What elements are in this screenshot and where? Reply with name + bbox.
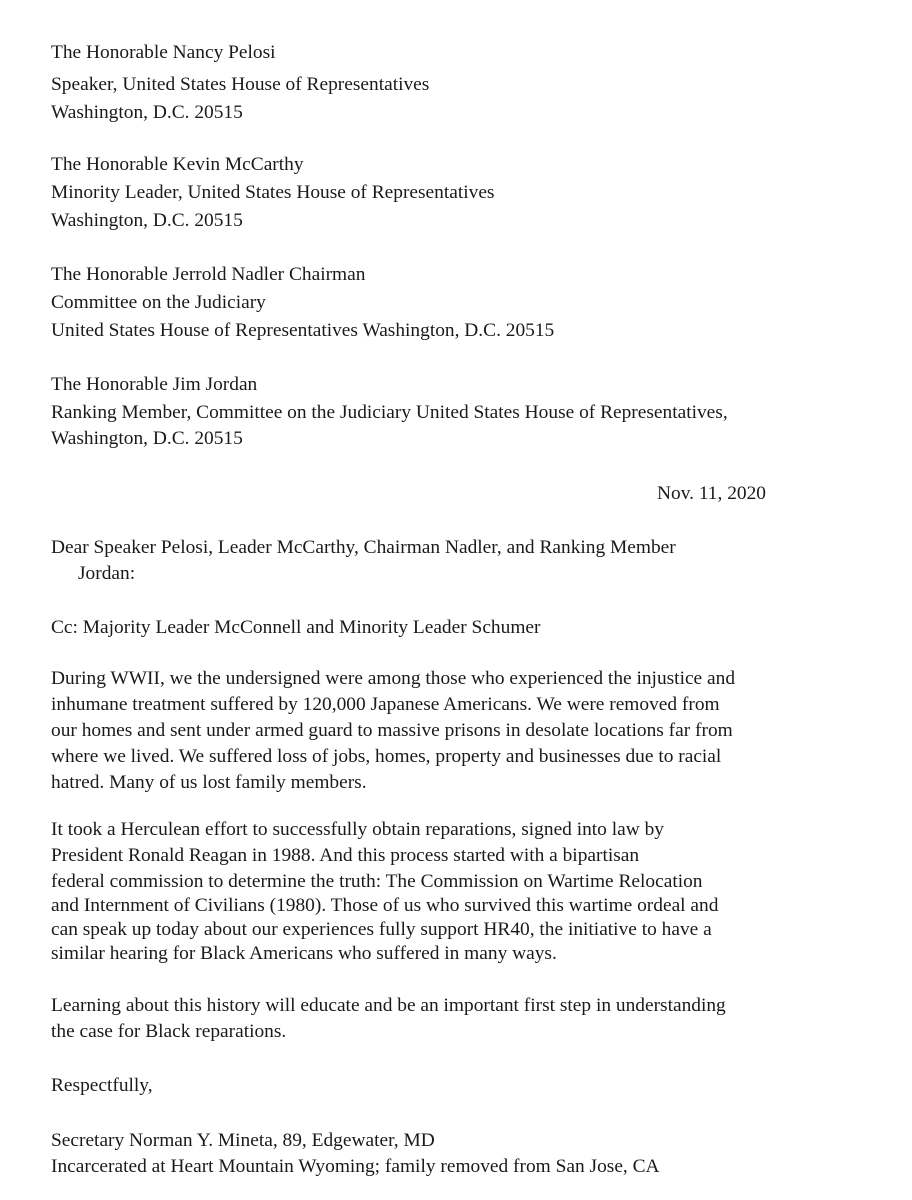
signature-line-1: Secretary Norman Y. Mineta, 89, Edgewater, MD (51, 1130, 435, 1151)
paragraph-1-line: inhumane treatment suffered by 120,000 Japanese Americans. We were removed from (51, 694, 720, 715)
paragraph-1-line: hatred. Many of us lost family members. (51, 772, 367, 793)
paragraph-1-line: During WWII, we the undersigned were among those who experienced the injustice and (51, 668, 736, 689)
addressee-4-address: Washington, D.C. 20515 (51, 428, 243, 449)
salutation-line-1: Dear Speaker Pelosi, Leader McCarthy, Chairman Nadler, and Ranking Member (51, 537, 676, 558)
addressee-2-name: The Honorable Kevin McCarthy (51, 154, 304, 175)
paragraph-3-line: Learning about this history will educate and be an important first step in understanding (51, 995, 726, 1016)
paragraph-2-line: can speak up today about our experiences fully support HR40, the initiative to have a (51, 919, 712, 940)
addressee-2-title: Minority Leader, United States House of Representatives (51, 182, 495, 203)
closing: Respectfully, (51, 1075, 153, 1096)
cc-line: Cc: Majority Leader McConnell and Minority Leader Schumer (51, 617, 541, 638)
paragraph-2-line: similar hearing for Black Americans who suffered in many ways. (51, 943, 557, 964)
addressee-2-address: Washington, D.C. 20515 (51, 210, 243, 231)
paragraph-2-line: It took a Herculean effort to successfully obtain reparations, signed into law by (51, 819, 664, 840)
paragraph-2-line: federal commission to determine the truth: The Commission on Wartime Relocation (51, 871, 703, 892)
paragraph-1-line: where we lived. We suffered loss of jobs, homes, property and businesses due to racial (51, 746, 722, 767)
salutation-line-2: Jordan: (78, 563, 136, 584)
paragraph-2-line: President Ronald Reagan in 1988. And this process started with a bipartisan (51, 845, 640, 866)
letter-date: Nov. 11, 2020 (657, 483, 766, 504)
paragraph-3-line: the case for Black reparations. (51, 1021, 287, 1042)
signature-line-2: Incarcerated at Heart Mountain Wyoming; family removed from San Jose, CA (51, 1156, 660, 1177)
addressee-4-title: Ranking Member, Committee on the Judiciary United States House of Representatives, (51, 402, 728, 423)
paragraph-2-line: and Internment of Civilians (1980). Those of us who survived this wartime ordeal and (51, 895, 719, 916)
addressee-1-address: Washington, D.C. 20515 (51, 102, 243, 123)
addressee-4-name: The Honorable Jim Jordan (51, 374, 258, 395)
addressee-3-name: The Honorable Jerrold Nadler Chairman (51, 264, 366, 285)
paragraph-1-line: our homes and sent under armed guard to massive prisons in desolate locations far from (51, 720, 733, 741)
addressee-1-title: Speaker, United States House of Representatives (51, 74, 430, 95)
addressee-3-title: Committee on the Judiciary (51, 292, 266, 313)
addressee-1-name: The Honorable Nancy Pelosi (51, 42, 276, 63)
addressee-3-address: United States House of Representatives Washington, D.C. 20515 (51, 320, 555, 341)
